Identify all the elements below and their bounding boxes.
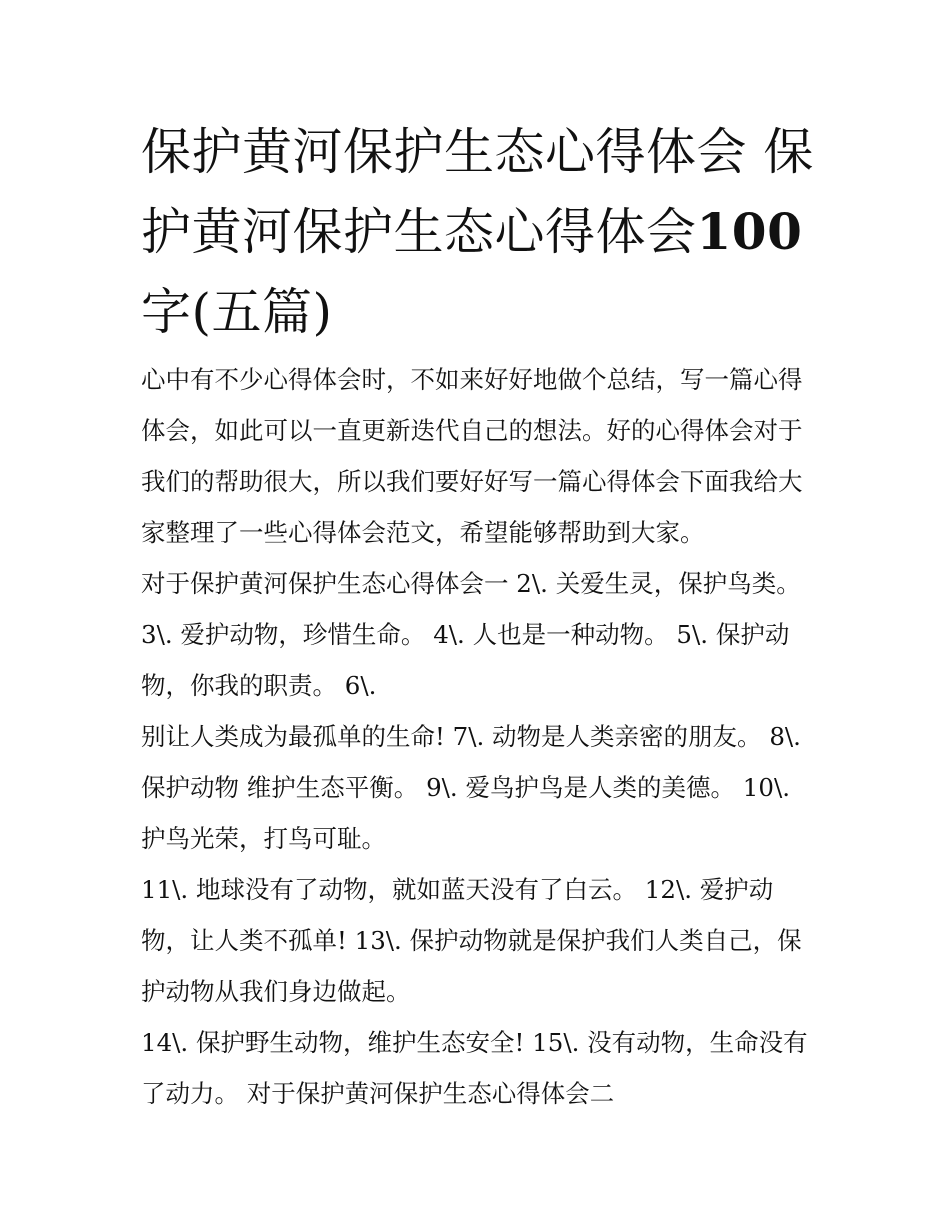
title-number: 100 (696, 202, 803, 261)
paragraph-slogans-2: 别让人类成为最孤单的生命! 7\. 动物是人类亲密的朋友。 8\. 保护动物 维护生态平衡。 9\. 爱鸟护鸟是人类的美德。 10\. 护鸟光荣，打鸟可耻。 (141, 722, 801, 853)
title-text-part1: 保护黄河保护生态心得体会 保护黄河保护生态心得体会 (141, 123, 814, 261)
document-title (141, 112, 821, 352)
paragraph-slogans-4: 14\. 保护野生动物，维护生态安全! 15\. 没有动物，生命没有了动力。 对于保护黄河保护生态心得体会二 (141, 1028, 808, 1108)
paragraph-slogans-3: 11\. 地球没有了动物，就如蓝天没有了白云。 12\. 爱护动物，让人类不孤单! 13\. 保护动物就是保护我们人类自己，保护动物从我们身边做起。 (141, 875, 802, 1006)
paragraph-intro: 心中有不少心得体会时，不如来好好地做个总结，写一篇心得体会，如此可以一直更新迭代自己的想法。好的心得体会对于我们的帮助很大，所以我们要好好写一篇心得体会下面我给大家整理了一些心得体会范文，希望能够帮助到大家。 (141, 365, 803, 547)
paragraph-slogans-1: 对于保护黄河保护生态心得体会一 2\. 关爱生灵，保护鸟类。 3\. 爱护动物，珍惜生命。 4\. 人也是一种动物。 5\. 保护动物，你我的职责。 6\. (141, 569, 801, 700)
document-body (141, 354, 821, 1119)
title-text-part2: 字(五篇) (141, 283, 333, 341)
